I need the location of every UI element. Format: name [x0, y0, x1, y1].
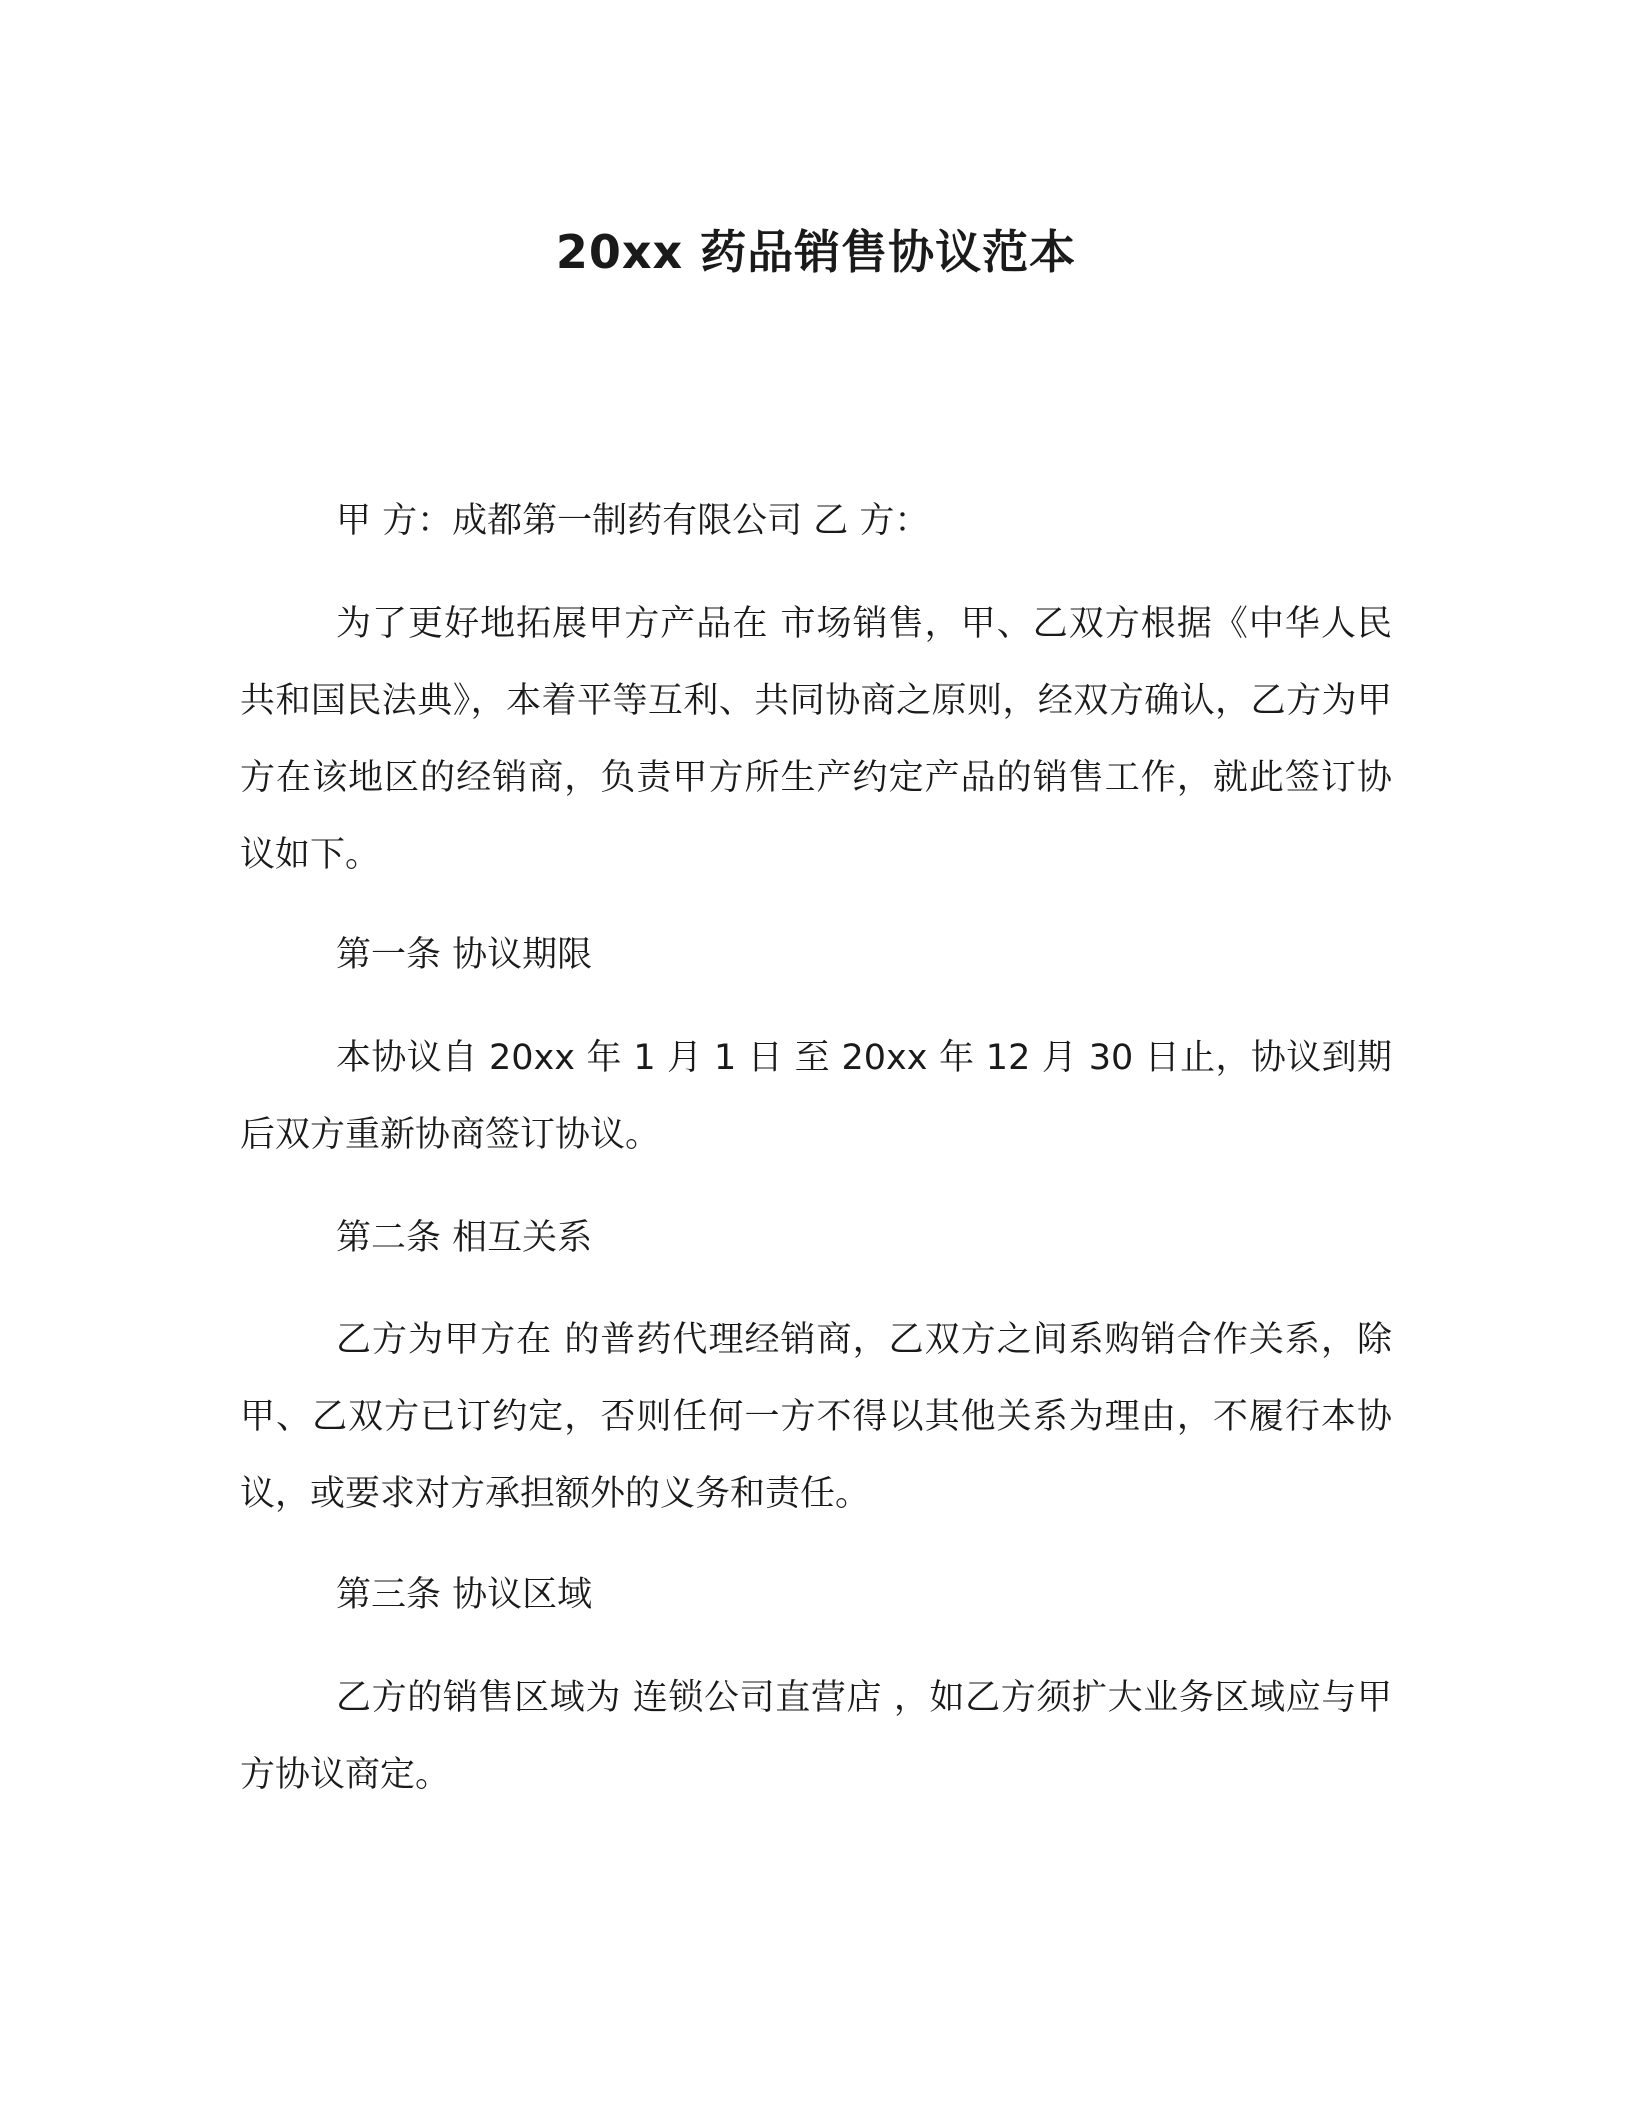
- intro-paragraph: 为了更好地拓展甲方产品在 市场销售，甲、乙双方根据《中华人民共和国民法典》，本着平等互利、共同协商之原则，经双方确认，乙方为甲方在该地区的经销商，负责甲方所生产约定产品的销售工作，就此签订协议如下。: [240, 604, 1392, 875]
- article3-text: 乙方的销售区域为 连锁公司直营店 ，如乙方须扩大业务区域应与甲方协议商定。: [240, 1678, 1392, 1795]
- document-title: 20xx 药品销售协议范本: [555, 225, 1077, 279]
- article2-heading: 第二条 相互关系: [336, 1218, 593, 1258]
- article1-heading: 第一条 协议期限: [336, 935, 593, 975]
- parties-line: 甲 方：成都第一制药有限公司 乙 方：: [336, 501, 930, 541]
- article1-text: 本协议自 20xx 年 1 月 1 日 至 20xx 年 12 月 30 日止，协议到期后双方重新协商签订协议。: [240, 1038, 1392, 1155]
- article2-text: 乙方为甲方在 的普药代理经销商，乙双方之间系购销合作关系，除甲、乙双方已订约定，否则任何一方不得以其他关系为理由，不履行本协议，或要求对方承担额外的义务和责任。: [240, 1320, 1392, 1514]
- article3-heading: 第三条 协议区域: [336, 1575, 593, 1615]
